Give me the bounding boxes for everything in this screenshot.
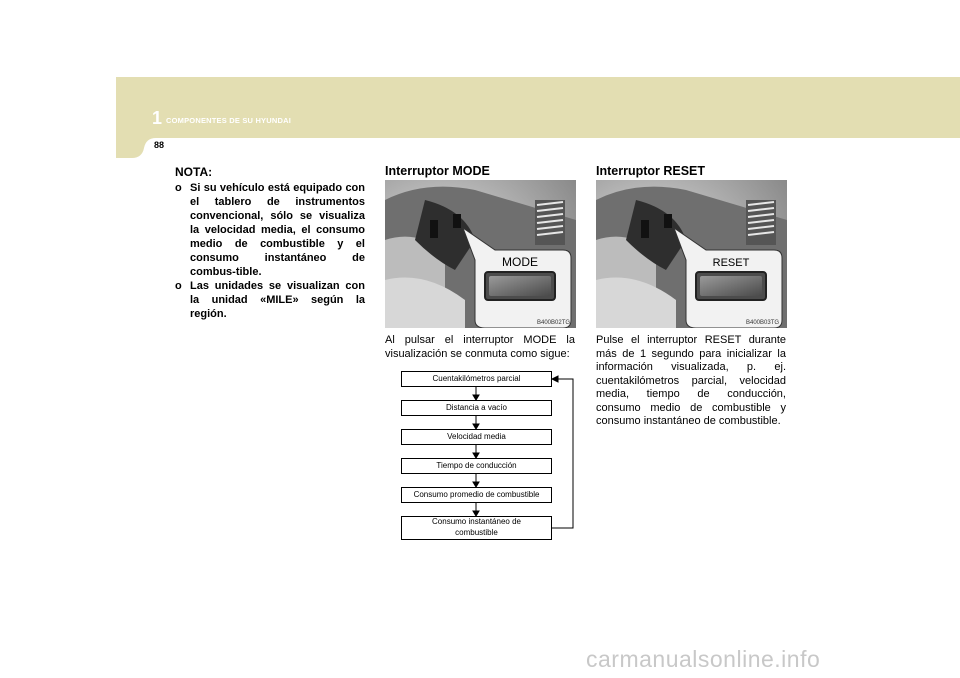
mode-switch-photo bbox=[385, 180, 576, 328]
watermark: carmanualsonline.info bbox=[586, 646, 821, 672]
nota-list bbox=[175, 181, 365, 321]
flow-step-trip: Cuentakilómetros parcial bbox=[401, 371, 552, 387]
flow-step-inst-fuel-line2: combustible bbox=[455, 527, 498, 537]
flow-step-inst-fuel-line1: Consumo instantáneo de bbox=[432, 517, 521, 526]
mode-image-code: B400B02TG bbox=[537, 320, 571, 326]
arrow-down-icon bbox=[473, 395, 479, 400]
chapter-number: 1 bbox=[152, 108, 163, 128]
bullet-marker: o bbox=[175, 280, 182, 292]
nota-item bbox=[175, 181, 365, 279]
reset-description: Pulse el interruptor RESET durante más de 1 segundo para inicializar la información visualizada, p. ej. cuentakilómetros parcial, velocidad media, tiempo de conducción, consumo medio de combustible y consumo instantáneo de combustible. bbox=[596, 334, 786, 427]
reset-heading: Interruptor RESET bbox=[596, 164, 706, 178]
mode-description: Al pulsar el interruptor MODE la visualización se conmuta como sigue: bbox=[385, 334, 575, 360]
reset-image-code: B400B03TG bbox=[746, 320, 780, 326]
flow-step-avg-speed: Velocidad media bbox=[401, 429, 552, 445]
arrow-down-icon bbox=[473, 424, 479, 429]
arrow-down-icon bbox=[473, 482, 479, 487]
arrow-left-icon bbox=[552, 376, 558, 382]
bullet-marker: o bbox=[175, 182, 182, 194]
arrow-down-icon bbox=[473, 511, 479, 516]
reset-button-label: RESET bbox=[712, 257, 750, 269]
flow-step-avg-fuel: Consumo promedio de combustible bbox=[401, 487, 552, 503]
mode-heading: Interruptor MODE bbox=[385, 164, 490, 178]
arrow-down-icon bbox=[473, 453, 479, 458]
nota-item bbox=[175, 279, 365, 321]
flow-step-drive-time: Tiempo de conducción bbox=[401, 458, 552, 474]
nota-item-text: Si su vehículo está equipado con el tablero de instrumentos convencional, sólo se visualiza la velocidad media, el consumo medio de combustible y el consumo instantáneo de combus-tible. bbox=[190, 182, 365, 278]
flow-step-distance: Distancia a vacío bbox=[401, 400, 552, 416]
header-band bbox=[116, 77, 960, 138]
reset-switch-photo bbox=[596, 180, 787, 328]
nota-block bbox=[175, 165, 365, 321]
nota-item-text: Las unidades se visualizan con la unidad «MILE» según la región. bbox=[190, 280, 365, 320]
mode-button-label: MODE bbox=[502, 255, 538, 269]
page-number: 88 bbox=[154, 140, 165, 150]
flow-arrows bbox=[380, 360, 580, 540]
nota-title: NOTA: bbox=[175, 165, 213, 179]
chapter-title: COMPONENTES DE SU HYUNDAI bbox=[166, 116, 292, 125]
